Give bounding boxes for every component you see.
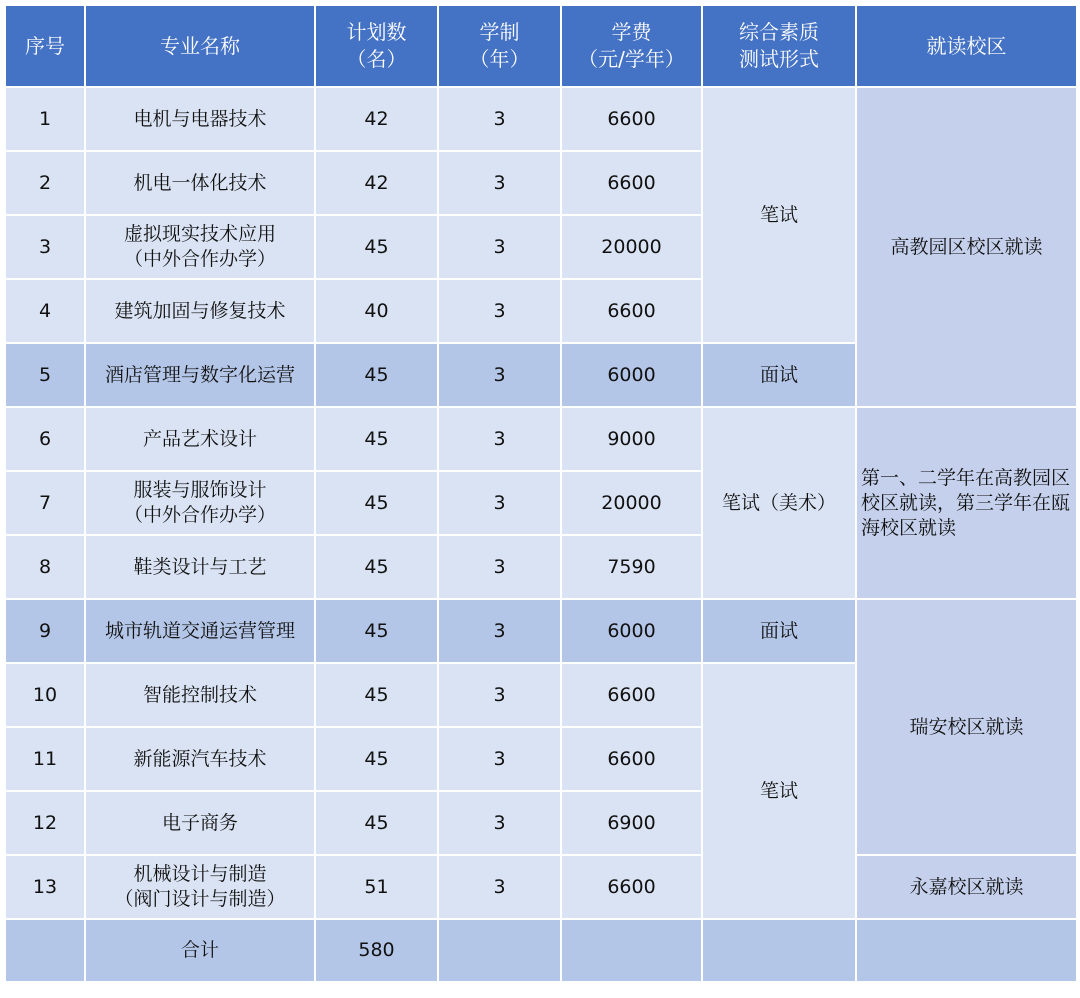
row-fee: 6600 xyxy=(561,855,702,919)
table-row xyxy=(5,87,1077,151)
campus-ruian: 瑞安校区就读 xyxy=(856,599,1077,855)
row-name: 服装与服饰设计 （中外合作办学） xyxy=(85,471,315,535)
row-fee: 20000 xyxy=(561,215,702,279)
row-fee: 9000 xyxy=(561,407,702,471)
test-written-2: 笔试 xyxy=(702,663,856,919)
row-seq: 8 xyxy=(5,535,85,599)
row-fee: 6600 xyxy=(561,663,702,727)
row-seq: 9 xyxy=(5,599,85,663)
total-quota: 580 xyxy=(315,919,438,982)
row-seq: 6 xyxy=(5,407,85,471)
row-quota: 51 xyxy=(315,855,438,919)
row-quota: 45 xyxy=(315,343,438,407)
header-seq: 序号 xyxy=(5,5,85,87)
row-seq: 12 xyxy=(5,791,85,855)
total-fee-cell xyxy=(561,919,702,982)
test-written-1: 笔试 xyxy=(702,87,856,343)
row-years: 3 xyxy=(438,407,561,471)
row-quota: 45 xyxy=(315,663,438,727)
row-years: 3 xyxy=(438,279,561,343)
row-seq: 5 xyxy=(5,343,85,407)
header-quota: 计划数 （名） xyxy=(315,5,438,87)
row-fee: 6600 xyxy=(561,87,702,151)
row-seq: 11 xyxy=(5,727,85,791)
row-seq: 7 xyxy=(5,471,85,535)
row-fee: 20000 xyxy=(561,471,702,535)
row-quota: 45 xyxy=(315,407,438,471)
row-quota: 45 xyxy=(315,471,438,535)
row-name: 产品艺术设计 xyxy=(85,407,315,471)
row-name: 新能源汽车技术 xyxy=(85,727,315,791)
row-quota: 42 xyxy=(315,87,438,151)
row-years: 3 xyxy=(438,471,561,535)
row-fee: 6000 xyxy=(561,599,702,663)
row-name: 机械设计与制造 （阀门设计与制造） xyxy=(85,855,315,919)
row-quota: 45 xyxy=(315,535,438,599)
row-name: 虚拟现实技术应用 （中外合作办学） xyxy=(85,215,315,279)
row-seq: 4 xyxy=(5,279,85,343)
total-test-cell xyxy=(702,919,856,982)
header-test: 综合素质 测试形式 xyxy=(702,5,856,87)
header-campus: 就读校区 xyxy=(856,5,1077,87)
row-years: 3 xyxy=(438,599,561,663)
row-fee: 7590 xyxy=(561,535,702,599)
row-fee: 6600 xyxy=(561,151,702,215)
row-quota: 45 xyxy=(315,727,438,791)
row-name: 电子商务 xyxy=(85,791,315,855)
row-name: 电机与电器技术 xyxy=(85,87,315,151)
row-quota: 42 xyxy=(315,151,438,215)
row-fee: 6600 xyxy=(561,727,702,791)
row-years: 3 xyxy=(438,727,561,791)
row-name: 机电一体化技术 xyxy=(85,151,315,215)
table-row xyxy=(5,855,1077,919)
row-fee: 6900 xyxy=(561,791,702,855)
row-years: 3 xyxy=(438,855,561,919)
row-years: 3 xyxy=(438,87,561,151)
row-seq: 3 xyxy=(5,215,85,279)
total-label: 合计 xyxy=(85,919,315,982)
row-name: 智能控制技术 xyxy=(85,663,315,727)
enrollment-plan-table xyxy=(4,4,1078,983)
row-name: 酒店管理与数字化运营 xyxy=(85,343,315,407)
row-years: 3 xyxy=(438,151,561,215)
test-written-art: 笔试（美术） xyxy=(702,407,856,599)
row-quota: 45 xyxy=(315,791,438,855)
test-interview-2: 面试 xyxy=(702,599,856,663)
row-seq: 10 xyxy=(5,663,85,727)
row-seq: 1 xyxy=(5,87,85,151)
table-row xyxy=(5,599,1077,663)
row-quota: 45 xyxy=(315,599,438,663)
campus-gaojiao: 高教园区校区就读 xyxy=(856,87,1077,407)
row-name: 建筑加固与修复技术 xyxy=(85,279,315,343)
row-years: 3 xyxy=(438,343,561,407)
row-name: 鞋类设计与工艺 xyxy=(85,535,315,599)
row-seq: 13 xyxy=(5,855,85,919)
header-fee: 学费 （元/学年） xyxy=(561,5,702,87)
row-fee: 6000 xyxy=(561,343,702,407)
row-years: 3 xyxy=(438,215,561,279)
table-row xyxy=(5,407,1077,471)
row-years: 3 xyxy=(438,663,561,727)
total-years-cell xyxy=(438,919,561,982)
campus-split: 第一、二学年在高教园区校区就读，第三学年在瓯海校区就读 xyxy=(856,407,1077,599)
header-row xyxy=(5,5,1077,87)
header-name: 专业名称 xyxy=(85,5,315,87)
test-interview-1: 面试 xyxy=(702,343,856,407)
header-years: 学制 （年） xyxy=(438,5,561,87)
total-row xyxy=(5,919,1077,982)
campus-yongjia: 永嘉校区就读 xyxy=(856,855,1077,919)
row-quota: 40 xyxy=(315,279,438,343)
total-campus-cell xyxy=(856,919,1077,982)
row-name: 城市轨道交通运营管理 xyxy=(85,599,315,663)
row-years: 3 xyxy=(438,791,561,855)
row-years: 3 xyxy=(438,535,561,599)
row-quota: 45 xyxy=(315,215,438,279)
total-seq-cell xyxy=(5,919,85,982)
row-fee: 6600 xyxy=(561,279,702,343)
enrollment-table-container xyxy=(4,4,1076,994)
row-seq: 2 xyxy=(5,151,85,215)
